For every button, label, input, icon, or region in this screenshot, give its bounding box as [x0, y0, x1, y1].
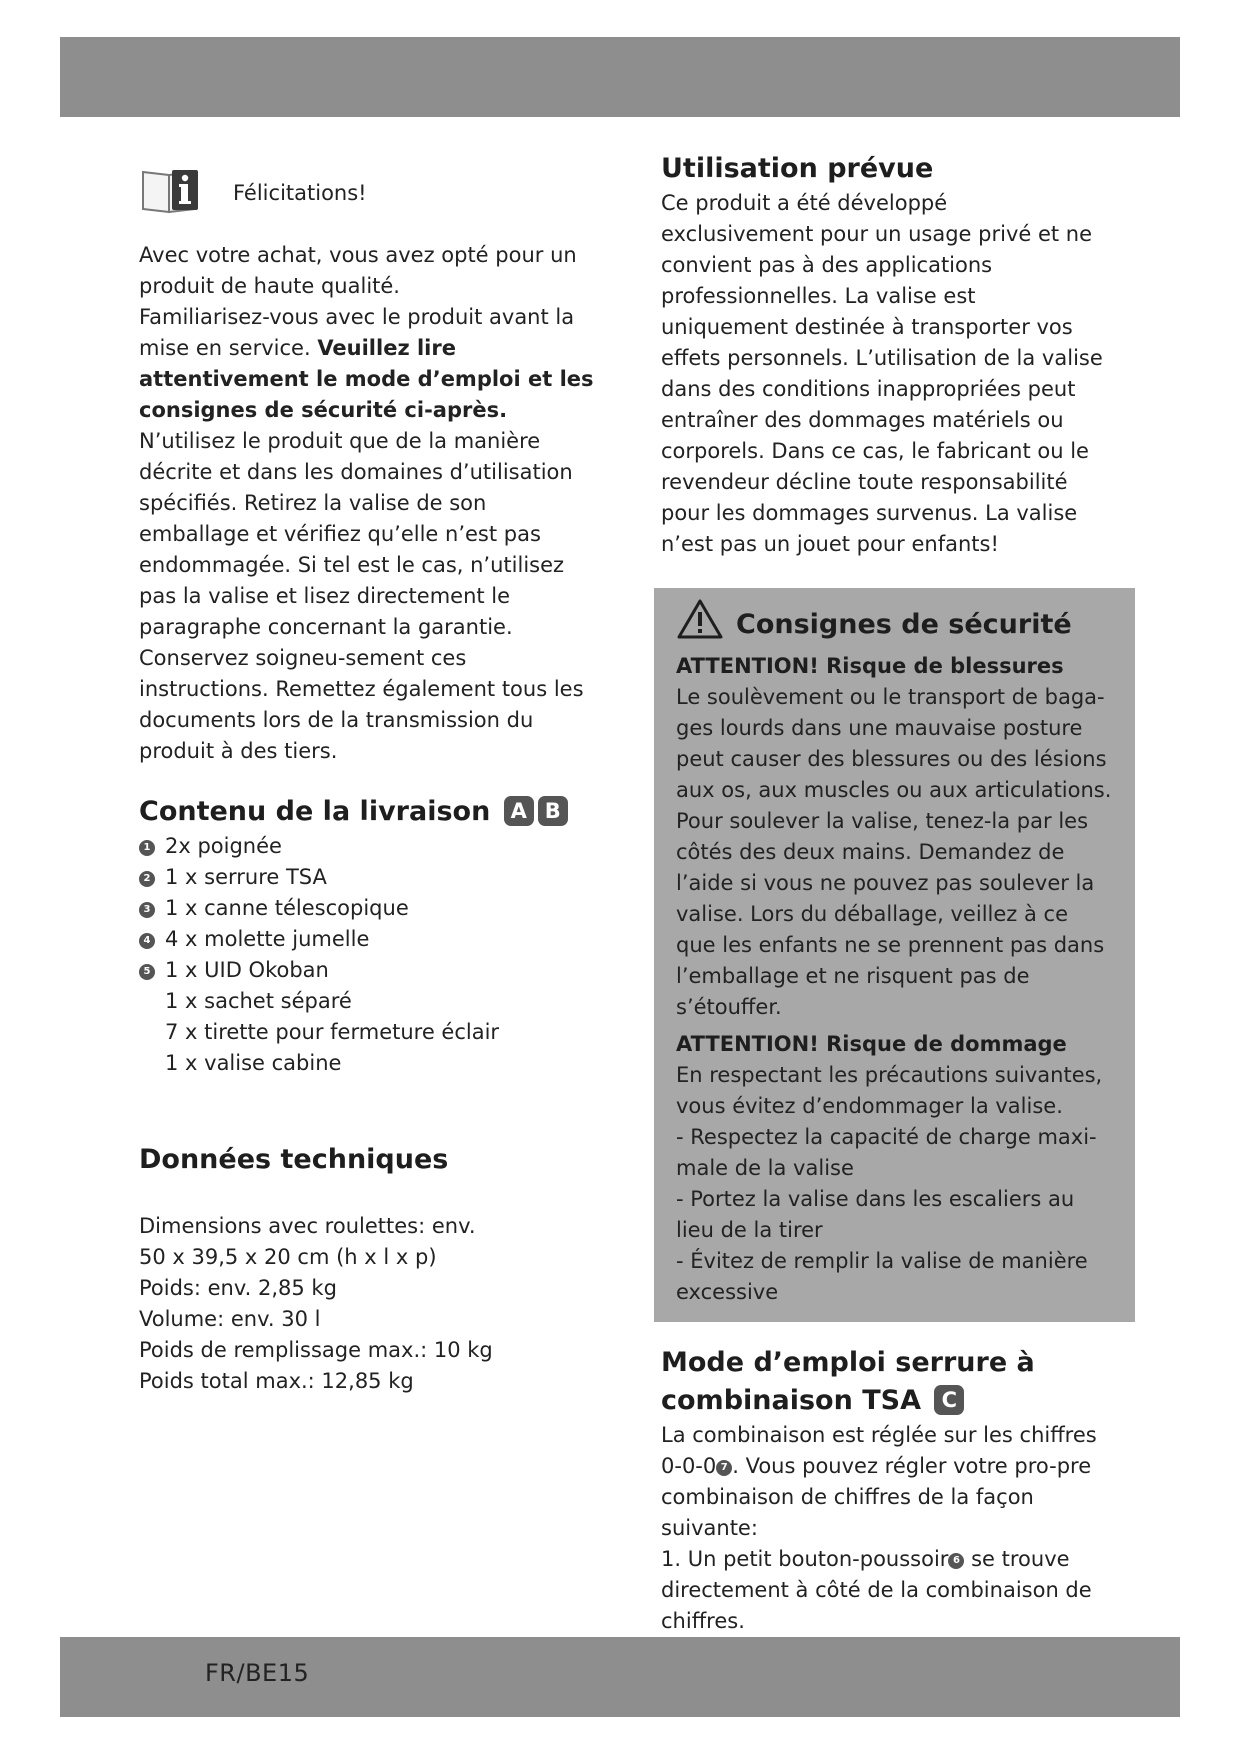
list-item-text: 1 x UID Okoban: [165, 958, 329, 982]
tsa-title: Mode d’emploi serrure à combinaison TSA: [661, 1347, 1035, 1416]
tsa-step-1-start: 1. Un petit bouton-poussoir: [661, 1547, 949, 1571]
tsa-instructions: [661, 1420, 1106, 1544]
safety-heading: [676, 598, 1113, 651]
list-item: [139, 986, 599, 1017]
list-item-text: 1 x serrure TSA: [165, 865, 327, 889]
damage-item: - Respectez la capacité de charge maxi-male de la valise: [676, 1125, 1097, 1180]
intro-paragraph-2: [139, 302, 599, 767]
list-item: [139, 862, 599, 893]
damage-warning-text: En respectant les précautions suivantes, vous évitez d’endommager la valise.: [676, 1063, 1103, 1118]
tsa-step-1-end: se trouve directement à côté de la combinaison de chiffres.: [661, 1547, 1092, 1633]
damage-item: - Évitez de remplir la valise de manière excessive: [676, 1249, 1088, 1304]
tsa-heading: [661, 1344, 1106, 1420]
spec-line: Dimensions avec roulettes: env.: [139, 1214, 476, 1238]
tsa-text-2: . Vous pouvez régler votre pro-pre combinaison de chiffres de la façon suivante:: [661, 1454, 1092, 1540]
list-item-text: 1 x sachet séparé: [165, 989, 352, 1013]
item-number-badge: 7: [716, 1460, 732, 1476]
item-number-badge: 6: [948, 1553, 964, 1569]
list-item: [139, 831, 599, 862]
intended-use-heading: Utilisation prévue: [661, 153, 934, 184]
injury-warning-heading: ATTENTION! Risque de blessures: [676, 654, 1064, 678]
figure-badge-c: C: [934, 1385, 964, 1415]
info-book-icon: [139, 166, 203, 220]
damage-warning-heading: ATTENTION! Risque de dommage: [676, 1032, 1067, 1056]
item-number-badge: 2: [139, 871, 155, 887]
list-item-text: 7 x tirette pour fermeture éclair: [165, 1020, 500, 1044]
list-item-text: 1 x valise cabine: [165, 1051, 342, 1075]
figure-badge-b: B: [538, 796, 568, 826]
item-number-badge: 3: [139, 902, 155, 918]
safety-title: Consignes de sécurité: [736, 608, 1072, 640]
intro-paragraph-2-end: N’utilisez le produit que de la manière décrite et dans les domaines d’utilisation spécifiés. Retirez la valise de son emballage et vérifiez qu’elle n’est pas endommagée. Si tel est le cas, n’utilisez pas la valise et lisez directement le paragraphe concernant la garantie. Conservez soigneu-sement ces instructions. Remettez également tous les documents lors de la transmission du produit à des tiers.: [139, 429, 584, 763]
intro-header: [139, 168, 599, 218]
list-item-text: 2x poignée: [165, 834, 282, 858]
figure-badge-a: A: [504, 796, 534, 826]
right-column: [661, 150, 1112, 1637]
safety-box: [654, 588, 1135, 1322]
intro-paragraph-2-start: Familiarisez-vous avec le produit avant la mise en service.: [139, 305, 575, 360]
intro-paragraph-2-bold: Veuillez lire attentivement le mode d’emploi et les consignes de sécurité ci-après.: [139, 336, 594, 422]
spec-line: 50 x 39,5 x 20 cm (h x l x p): [139, 1245, 437, 1269]
injury-warning-text: Le soulèvement ou le transport de baga-ges lourds dans une mauvaise posture peut causer des blessures ou des lésions aux os, aux muscles ou aux articulations. Pour soulever la valise, tenez-la par les côtés des deux mains. Demandez de l’aide si vous ne pouvez pas soulever la valise. Lors du déballage, veillez à ce que les enfants ne se prennent pas dans l’emballage et ne risquent pas de s’étouffer.: [676, 685, 1112, 1019]
technical-heading: Données techniques: [139, 1144, 449, 1175]
item-number-badge: 4: [139, 933, 155, 949]
item-number-badge: 1: [139, 840, 155, 856]
list-item-text: 1 x canne télescopique: [165, 896, 409, 920]
left-column: [139, 168, 599, 1397]
warning-triangle-icon: [676, 598, 724, 651]
list-item-text: 4 x molette jumelle: [165, 927, 370, 951]
page-number: FR/BE15: [205, 1659, 310, 1687]
spec-line: Poids: env. 2,85 kg: [139, 1276, 337, 1300]
spec-line: Volume: env. 30 l: [139, 1307, 321, 1331]
spec-line: Poids total max.: 12,85 kg: [139, 1369, 414, 1393]
tsa-text-1: La combinaison est réglée sur les chiffres 0-0-0: [661, 1423, 1097, 1478]
item-number-badge: 5: [139, 964, 155, 980]
intended-use-text: Ce produit a été développé exclusivement pour un usage privé et ne convient pas à des applications professionnelles. La valise est uniquement destinée à transporter vos effets personnels. L’utilisation de la valise dans des conditions inappropriées peut entraîner des dommages matériels ou corporels. Dans ce cas, le fabricant ou le revendeur décline toute responsabilité pour les dommages survenus. La valise n’est pas un jouet pour enfants!: [661, 191, 1103, 556]
spec-line: Poids de remplissage max.: 10 kg: [139, 1338, 493, 1362]
list-item: [139, 924, 599, 955]
technical-specs: [139, 1211, 599, 1397]
list-item: [139, 955, 599, 986]
tsa-step-1: [661, 1544, 1106, 1637]
damage-item: - Portez la valise dans les escaliers au lieu de la tirer: [676, 1187, 1075, 1242]
delivery-list: [139, 831, 599, 1079]
list-item: [139, 1048, 599, 1079]
footer-band: [60, 1637, 1180, 1717]
intro-paragraph-1: Avec votre achat, vous avez opté pour un produit de haute qualité.: [139, 243, 577, 298]
list-item: [139, 893, 599, 924]
intro-title: Félicitations!: [233, 181, 367, 205]
delivery-heading: [139, 793, 599, 831]
header-band: [60, 37, 1180, 117]
delivery-title: Contenu de la livraison: [139, 796, 491, 827]
list-item: [139, 1017, 599, 1048]
